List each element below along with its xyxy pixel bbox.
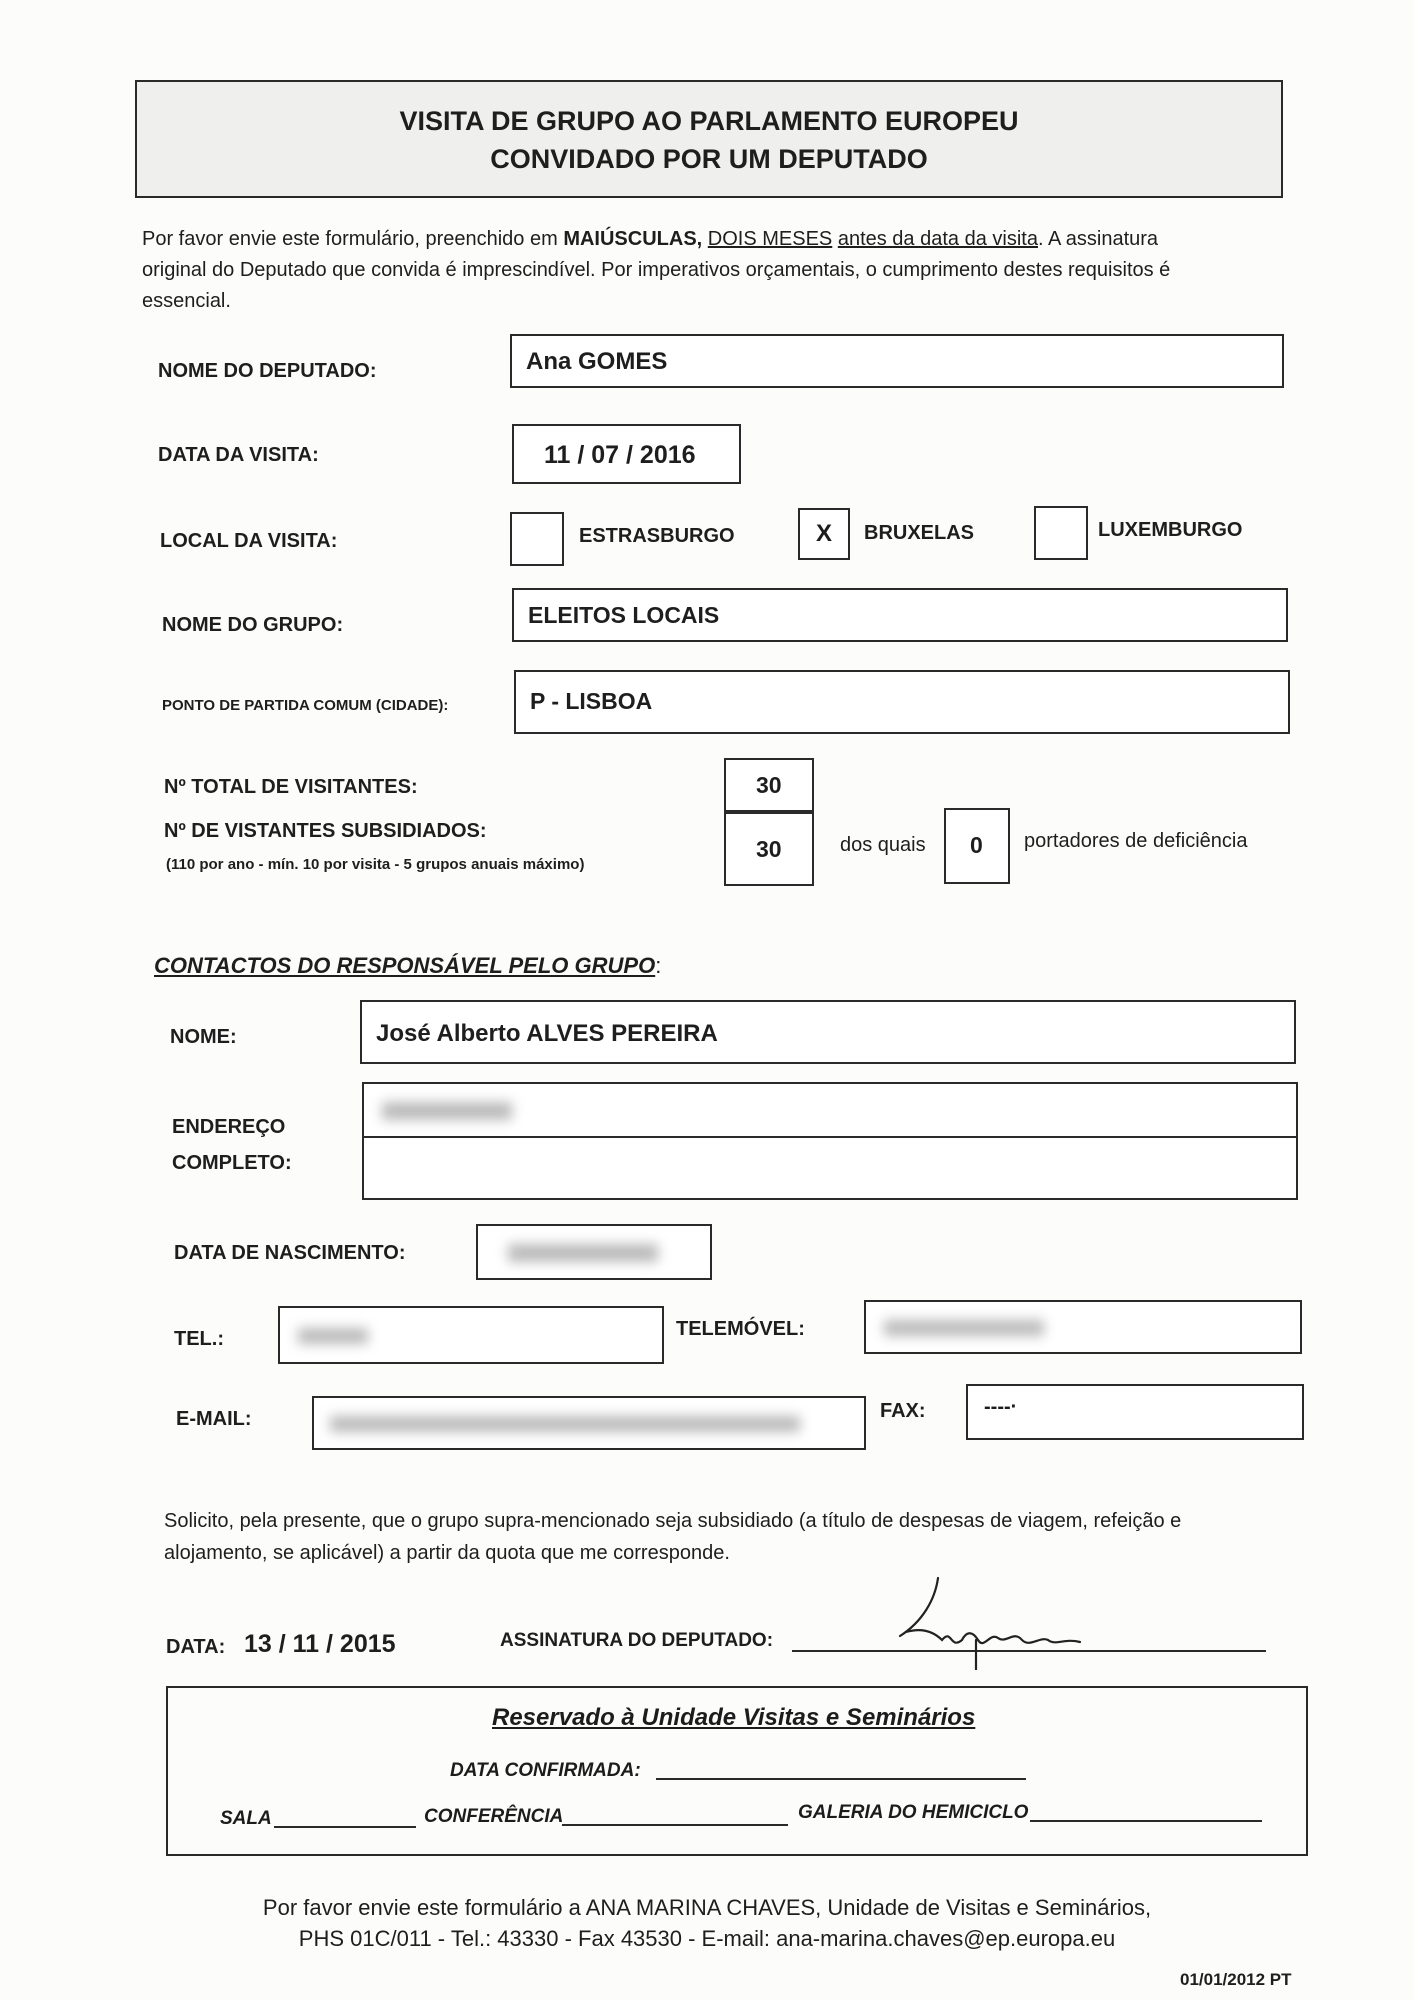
group-name-value: ELEITOS LOCAIS bbox=[528, 602, 720, 628]
total-visitors-value: 30 bbox=[756, 772, 782, 798]
subsidized-visitors-note: (110 por ano - mín. 10 por visita - 5 grupos anuais máximo) bbox=[166, 856, 585, 873]
visit-date-label: DATA DA VISITA: bbox=[158, 444, 319, 466]
redacted-email bbox=[330, 1416, 800, 1432]
signature-date-label: DATA: bbox=[166, 1636, 226, 1658]
visit-location-label: LOCAL DA VISITA: bbox=[160, 530, 338, 552]
request-line2: alojamento, se aplicável) a partir da quota que me corresponde. bbox=[164, 1542, 730, 1564]
subsidized-visitors-label: Nº DE VISTANTES SUBSIDIADOS: bbox=[164, 820, 487, 842]
gallery-label: GALERIA DO HEMICICLO bbox=[798, 1802, 1029, 1823]
reserved-title: Reservado à Unidade Visitas e Seminários bbox=[492, 1704, 976, 1731]
deputy-signature-label: ASSINATURA DO DEPUTADO: bbox=[500, 1630, 774, 1651]
birth-date-label: DATA DE NASCIMENTO: bbox=[174, 1242, 406, 1264]
phone-label: TEL.: bbox=[174, 1328, 224, 1350]
instructions-line2: original do Deputado que convida é imprescindível. Por imperativos orçamentais, o cumprimento destes requisitos é bbox=[142, 259, 1171, 281]
gallery-line[interactable] bbox=[1030, 1820, 1262, 1822]
visit-date-field[interactable] bbox=[512, 424, 741, 484]
phone-field[interactable] bbox=[278, 1306, 664, 1364]
redacted-address bbox=[382, 1102, 512, 1120]
room-label: SALA bbox=[220, 1808, 272, 1829]
option-luxemburgo-label: LUXEMBURGO bbox=[1098, 519, 1243, 541]
form-title-line1: VISITA DE GRUPO AO PARLAMENTO EUROPEU bbox=[399, 106, 1019, 136]
disabled-visitors-field[interactable] bbox=[944, 808, 1010, 884]
checkbox-luxemburgo[interactable] bbox=[1034, 506, 1088, 560]
conference-label: CONFERÊNCIA bbox=[424, 1806, 564, 1827]
address-field-divider bbox=[364, 1136, 1296, 1138]
redacted-phone bbox=[298, 1328, 368, 1344]
instructions-line3: essencial. bbox=[142, 290, 231, 312]
total-visitors-field[interactable] bbox=[724, 758, 814, 812]
checkbox-estrasburgo[interactable] bbox=[510, 512, 564, 566]
contact-name-label: NOME: bbox=[170, 1026, 237, 1048]
reserved-section bbox=[166, 1686, 1308, 1856]
total-visitors-label: Nº TOTAL DE VISITANTES: bbox=[164, 776, 418, 798]
disabled-visitors-label: portadores de deficiência bbox=[1024, 830, 1248, 852]
conference-line[interactable] bbox=[562, 1824, 788, 1826]
deputy-name-field[interactable] bbox=[510, 334, 1284, 388]
subsidized-visitors-value: 30 bbox=[756, 836, 782, 862]
redacted-mobile bbox=[884, 1320, 1044, 1336]
handwritten-signature bbox=[880, 1570, 1110, 1670]
room-line[interactable] bbox=[274, 1826, 416, 1828]
deputy-name-value: Ana GOMES bbox=[526, 348, 668, 375]
departure-city-value: P - LISBOA bbox=[530, 688, 653, 714]
footer-line2: PHS 01C/011 - Tel.: 43330 - Fax 43530 - E-mail: ana-marina.chaves@ep.europa.eu bbox=[298, 1926, 1116, 1951]
signature-date-value: 13 / 11 / 2015 bbox=[244, 1630, 396, 1658]
contact-name-value: José Alberto ALVES PEREIRA bbox=[376, 1020, 718, 1047]
email-field[interactable] bbox=[312, 1396, 866, 1450]
contact-name-field[interactable] bbox=[360, 1000, 1296, 1064]
confirmed-date-line[interactable] bbox=[656, 1778, 1026, 1780]
request-line1: Solicito, pela presente, que o grupo supra-mencionado seja subsidiado (a título de despesas de viagem, refeição e bbox=[164, 1510, 1182, 1532]
visit-date-value: 11 / 07 / 2016 bbox=[544, 441, 696, 469]
fax-field[interactable] bbox=[966, 1384, 1304, 1440]
email-label: E-MAIL: bbox=[176, 1408, 252, 1430]
address-label-line2: COMPLETO: bbox=[172, 1152, 292, 1174]
fax-value: ----· bbox=[984, 1396, 1018, 1418]
contacts-heading: CONTACTOS DO RESPONSÁVEL PELO GRUPO: bbox=[154, 953, 662, 978]
departure-city-field[interactable] bbox=[514, 670, 1290, 734]
of-which-text: dos quais bbox=[840, 834, 926, 856]
address-label-line1: ENDEREÇO bbox=[172, 1116, 286, 1138]
mobile-label: TELEMÓVEL: bbox=[676, 1318, 805, 1340]
form-title-line2: CONVIDADO POR UM DEPUTADO bbox=[490, 144, 928, 174]
mobile-field[interactable] bbox=[864, 1300, 1302, 1354]
birth-date-field[interactable] bbox=[476, 1224, 712, 1280]
footer-line1: Por favor envie este formulário a ANA MARINA CHAVES, Unidade de Visitas e Seminários, bbox=[262, 1895, 1152, 1920]
group-name-field[interactable] bbox=[512, 588, 1288, 642]
form-header bbox=[135, 80, 1283, 198]
deputy-name-label: NOME DO DEPUTADO: bbox=[158, 360, 377, 382]
subsidized-visitors-field[interactable] bbox=[724, 812, 814, 886]
form-code: 01/01/2012 PT bbox=[1180, 1970, 1292, 1989]
departure-city-label: PONTO DE PARTIDA COMUM (CIDADE): bbox=[162, 697, 449, 714]
disabled-visitors-value: 0 bbox=[970, 832, 983, 858]
address-field[interactable] bbox=[362, 1082, 1298, 1200]
checkbox-bruxelas[interactable]: X bbox=[798, 508, 850, 560]
fax-label: FAX: bbox=[880, 1400, 926, 1422]
group-name-label: NOME DO GRUPO: bbox=[162, 614, 344, 636]
option-bruxelas-label: BRUXELAS bbox=[864, 522, 975, 544]
instructions-line1: Por favor envie este formulário, preenchido em MAIÚSCULAS, DOIS MESES antes da data da visita. A assinatura bbox=[142, 228, 1159, 250]
confirmed-date-label: DATA CONFIRMADA: bbox=[450, 1760, 641, 1781]
redacted-birth-date bbox=[508, 1244, 658, 1262]
option-estrasburgo-label: ESTRASBURGO bbox=[579, 525, 735, 547]
